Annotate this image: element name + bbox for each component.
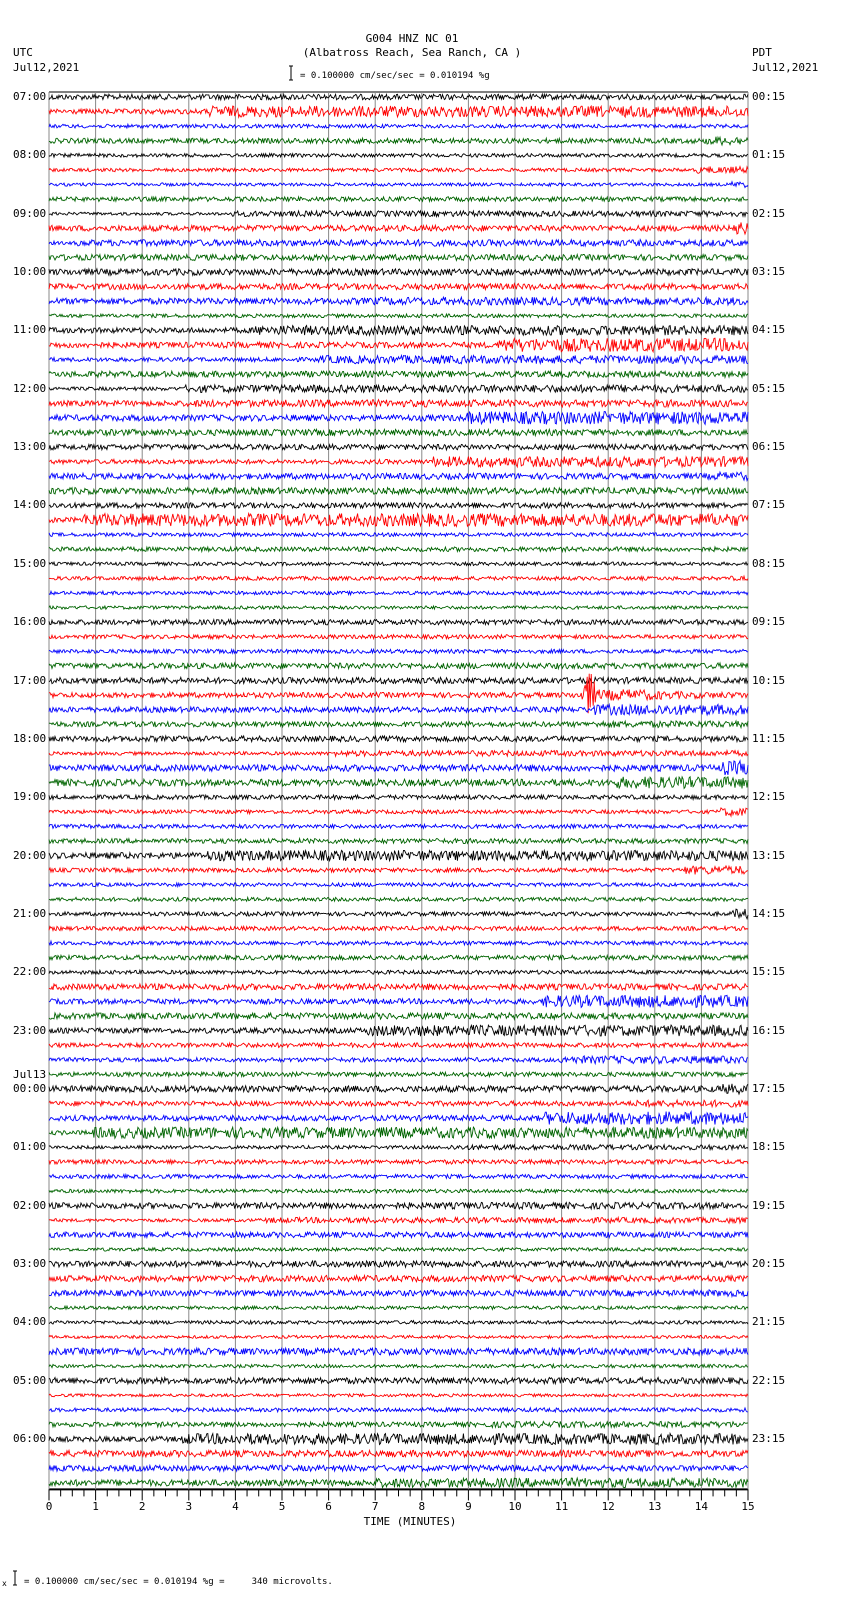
seismic-trace	[49, 824, 748, 828]
seismic-trace	[49, 620, 748, 625]
right-time-label: 10:15	[752, 673, 786, 687]
left-timezone: UTC	[13, 46, 33, 59]
seismic-trace	[49, 1434, 748, 1445]
seismic-trace	[49, 1348, 748, 1355]
seismic-trace	[49, 488, 748, 495]
seismic-trace	[49, 850, 748, 861]
seismic-trace	[49, 1261, 748, 1267]
x-tick-label: 0	[45, 1500, 53, 1514]
left-time-label: 15:00	[13, 556, 47, 570]
station-location: (Albatross Reach, Sea Ranch, CA )	[302, 46, 522, 59]
seismic-trace	[49, 1056, 748, 1064]
right-time-label: 05:15	[752, 381, 786, 395]
seismic-trace	[49, 1321, 748, 1325]
footer-scale-note: = 0.100000 cm/sec/sec = 0.010194 %g = 340 microvolts.	[24, 1577, 333, 1587]
seismic-trace	[49, 995, 748, 1007]
seismic-trace	[49, 1421, 748, 1427]
seismic-trace	[49, 154, 748, 158]
right-time-label: 01:15	[752, 148, 786, 162]
seismic-trace	[49, 1364, 748, 1368]
footer-scale-bar-icon	[13, 1571, 17, 1585]
left-time-label: 08:00	[13, 148, 47, 162]
seismic-trace	[49, 297, 748, 305]
seismic-trace	[49, 514, 748, 527]
seismic-trace	[49, 1275, 748, 1281]
right-time-label: 00:15	[752, 90, 786, 103]
seismic-trace	[49, 1465, 748, 1471]
left-time-label: 19:00	[13, 790, 47, 804]
right-time-label: 19:15	[752, 1198, 786, 1212]
seismic-trace	[49, 255, 748, 261]
left-time-label: 20:00	[13, 848, 47, 862]
station-title: G004 HNZ NC 01	[365, 32, 459, 45]
left-time-label: 09:00	[13, 206, 47, 220]
seismic-trace	[49, 1025, 748, 1036]
seismic-trace	[49, 326, 748, 336]
seismic-trace	[49, 984, 748, 990]
x-tick-label: 12	[601, 1500, 615, 1514]
seismic-trace	[49, 909, 748, 919]
x-tick-label: 8	[418, 1500, 426, 1514]
seismic-trace	[49, 704, 748, 715]
seismic-trace	[49, 941, 748, 945]
left-time-label: 11:00	[13, 323, 47, 337]
seismic-trace	[49, 1248, 748, 1251]
x-tick-label: 9	[465, 1500, 472, 1514]
seismic-trace	[49, 1145, 748, 1150]
seismic-trace	[49, 795, 748, 799]
right-time-label: 06:15	[752, 440, 786, 454]
seismic-trace	[49, 1378, 748, 1384]
right-time-label: 03:15	[752, 265, 786, 279]
right-time-label: 08:15	[752, 556, 786, 570]
right-time-label: 13:15	[752, 848, 786, 862]
right-time-label: 15:15	[752, 965, 786, 979]
left-time-label: 14:00	[13, 498, 47, 512]
x-tick-label: 13	[648, 1500, 662, 1514]
seismic-trace	[49, 385, 748, 393]
seismic-trace	[49, 182, 748, 188]
seismic-trace	[49, 635, 748, 639]
seismic-trace	[49, 314, 748, 318]
right-time-label: 16:15	[752, 1023, 786, 1037]
left-time-label: 18:00	[13, 731, 47, 745]
footer-marker: x	[2, 1579, 7, 1588]
x-tick-label: 4	[232, 1500, 239, 1514]
right-timezone: PDT	[752, 46, 772, 59]
seismic-trace	[49, 284, 748, 290]
seismic-trace	[49, 562, 748, 565]
seismic-trace	[49, 591, 748, 595]
x-tick-label: 1	[92, 1500, 99, 1514]
x-tick-label: 2	[138, 1500, 146, 1514]
seismic-trace	[49, 606, 748, 609]
left-time-label: 23:00	[13, 1023, 47, 1037]
seismic-trace	[49, 736, 748, 742]
scale-bar-icon	[289, 66, 293, 80]
seismic-trace	[49, 955, 748, 960]
seismic-trace	[49, 269, 748, 276]
seismic-trace	[49, 1100, 748, 1107]
seismic-trace	[49, 547, 748, 552]
seismic-trace	[49, 444, 748, 450]
seismic-trace	[49, 355, 748, 363]
seismic-trace	[49, 240, 748, 247]
left-date: Jul12,2021	[13, 61, 80, 74]
right-time-label: 02:15	[752, 206, 786, 220]
seismic-trace	[49, 1408, 748, 1412]
seismic-trace	[49, 429, 748, 435]
seismic-trace	[49, 1127, 748, 1138]
right-time-label: 14:15	[752, 906, 786, 920]
seismic-trace	[49, 1450, 748, 1457]
right-time-label: 09:15	[752, 615, 786, 629]
left-time-label: 04:00	[13, 1315, 47, 1329]
seismic-trace	[49, 970, 748, 974]
seismic-trace	[49, 576, 748, 580]
seismic-trace	[49, 124, 748, 128]
left-time-label: 22:00	[13, 965, 47, 979]
seismic-trace	[49, 1112, 748, 1125]
seismic-trace	[49, 777, 748, 789]
seismic-trace	[49, 1290, 748, 1297]
left-time-label: 17:00	[13, 673, 47, 687]
seismic-trace	[49, 1478, 748, 1488]
seismic-trace	[49, 866, 748, 875]
seismic-trace	[49, 1202, 748, 1209]
seismic-trace	[49, 94, 748, 100]
scale-label: = 0.100000 cm/sec/sec = 0.010194 %g	[300, 71, 490, 81]
seismic-trace	[49, 1217, 748, 1223]
seismic-trace	[49, 222, 748, 234]
x-tick-label: 10	[508, 1500, 522, 1514]
seismic-trace	[49, 1160, 748, 1165]
seismic-trace	[49, 106, 748, 117]
x-tick-label: 15	[741, 1500, 755, 1514]
left-time-label: 16:00	[13, 615, 47, 629]
seismic-trace	[49, 472, 748, 480]
right-time-label: 20:15	[752, 1257, 786, 1270]
seismic-trace	[49, 412, 748, 425]
right-time-label: 21:15	[752, 1315, 786, 1329]
x-tick-label: 3	[185, 1500, 193, 1514]
right-time-label: 22:15	[752, 1373, 786, 1387]
x-tick-label: 6	[325, 1500, 332, 1514]
seismic-trace	[49, 338, 748, 352]
seismic-trace	[49, 761, 748, 775]
seismic-trace	[49, 1043, 748, 1048]
seismic-trace	[49, 897, 748, 901]
left-time-label: 07:00	[13, 90, 47, 103]
seismic-trace	[49, 167, 748, 174]
x-tick-label: 7	[371, 1500, 379, 1514]
seismic-trace	[49, 1175, 748, 1179]
seismic-trace	[49, 883, 748, 887]
seismic-trace	[49, 1084, 748, 1094]
seismic-trace	[49, 808, 748, 816]
left-time-label: 05:00	[13, 1373, 47, 1387]
left-time-label: 00:00	[13, 1081, 47, 1095]
left-time-label: 03:00	[13, 1257, 47, 1270]
seismic-trace	[49, 677, 748, 683]
left-time-label: 01:00	[13, 1140, 47, 1154]
right-time-label: 17:15	[752, 1081, 786, 1095]
left-time-label: 10:00	[13, 265, 47, 279]
left-time-label: 13:00	[13, 440, 47, 454]
seismic-trace	[49, 533, 748, 537]
seismic-trace	[49, 211, 748, 217]
seismic-trace	[49, 926, 748, 930]
right-time-label: 07:15	[752, 498, 786, 512]
x-axis-label: TIME (MINUTES)	[363, 1515, 457, 1528]
left-time-label: 12:00	[13, 381, 47, 395]
seismic-trace	[49, 721, 748, 728]
right-time-label: 18:15	[752, 1140, 786, 1154]
seismic-trace	[49, 456, 748, 467]
left-time-label: 02:00	[13, 1198, 47, 1212]
seismic-trace	[49, 1335, 748, 1338]
right-time-label: 04:15	[752, 323, 786, 337]
seismic-trace	[49, 1232, 748, 1238]
seismic-trace	[49, 503, 748, 509]
seismic-trace	[49, 663, 748, 669]
seismic-trace	[49, 137, 748, 145]
seismic-trace	[49, 1072, 748, 1077]
right-date: Jul12,2021	[752, 61, 819, 74]
x-tick-label: 14	[694, 1500, 709, 1514]
seismic-trace	[49, 751, 748, 757]
seismic-trace	[49, 400, 748, 407]
seismic-trace	[49, 371, 748, 377]
x-tick-label: 11	[554, 1500, 569, 1514]
seismic-trace	[49, 649, 748, 653]
seismic-trace	[49, 1394, 748, 1397]
seismic-trace	[49, 1013, 748, 1019]
left-time-label: 21:00	[13, 906, 47, 920]
seismic-trace	[49, 1306, 748, 1310]
right-time-label: 11:15	[752, 731, 786, 745]
x-tick-label: 5	[278, 1500, 286, 1514]
seismic-trace	[49, 838, 748, 843]
left-time-label: 06:00	[13, 1432, 47, 1446]
seismic-trace	[49, 197, 748, 202]
seismic-trace	[49, 1189, 748, 1193]
right-time-label: 12:15	[752, 790, 786, 804]
left-date-label: Jul13	[13, 1067, 47, 1081]
right-time-label: 23:15	[752, 1432, 786, 1446]
